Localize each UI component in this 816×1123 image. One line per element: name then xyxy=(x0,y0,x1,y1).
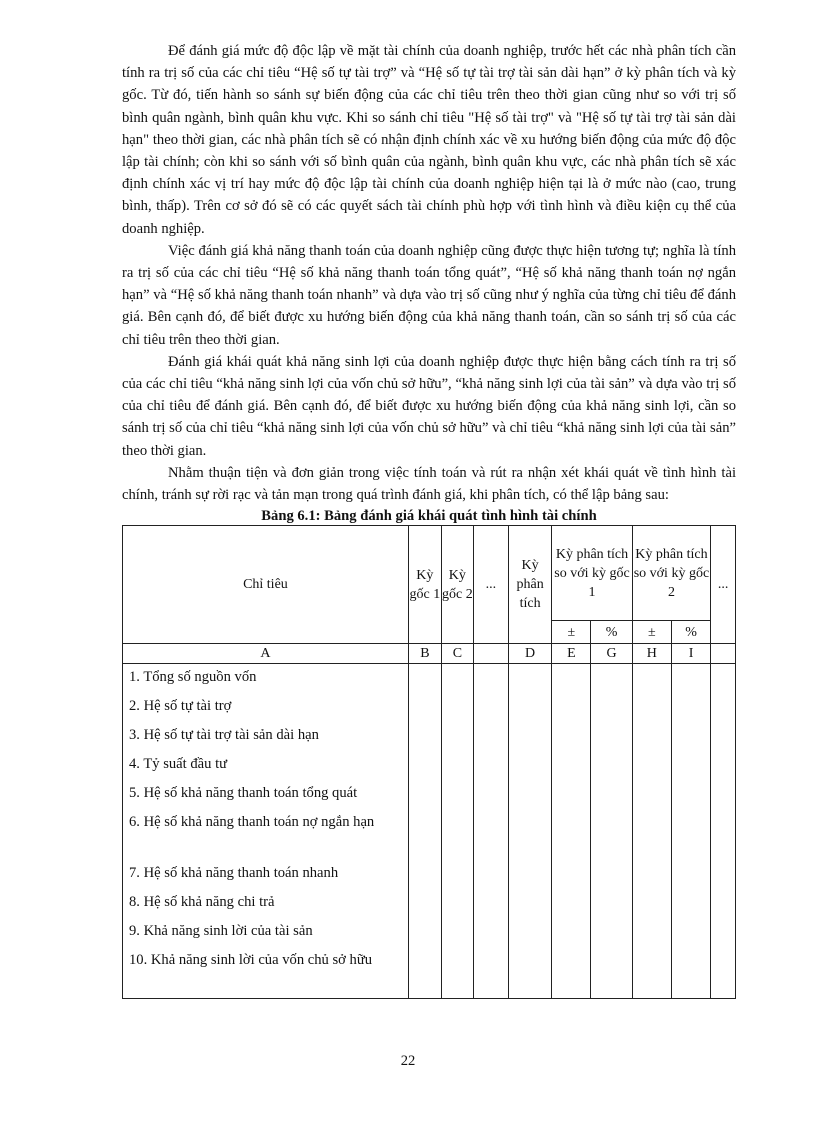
column-letter: G xyxy=(591,644,632,664)
header-ellipsis: ... xyxy=(473,526,508,644)
table-row: 10. Khả năng sinh lời của vốn chủ sở hữu xyxy=(129,952,373,969)
value-cell xyxy=(591,664,632,999)
header-pct-1: % xyxy=(591,621,632,644)
header-base-period-1: Kỳ gốc 1 xyxy=(408,526,441,644)
table-row: 3. Hệ số tự tài trợ tài sản dài hạn xyxy=(129,727,319,744)
paragraph-profitability: Đánh giá khái quát khả năng sinh lợi của doanh nghiệp được thực hiện bằng cách tính ra trị số của các chỉ tiêu “khả năng sinh lợi của vốn chủ sở hữu”, “khả năng sinh lợi của tài sản” và dựa vào trị số của chỉ tiêu để đánh giá. Bên cạnh đó, để biết được xu hướng biến động của khả năng sinh lợi, cần so sánh trị số của chỉ tiêu “khả năng sinh lợi của vốn chủ sở hữu” và chỉ tiêu “khả năng sinh lợi của tài sản” theo thời gian. xyxy=(122,353,736,459)
column-letter: E xyxy=(552,644,591,664)
financial-overview-table xyxy=(122,525,736,999)
table-row: 7. Hệ số khả năng thanh toán nhanh xyxy=(129,865,339,882)
column-letter: C xyxy=(441,644,473,664)
page-number: 22 xyxy=(400,1053,416,1069)
value-cell xyxy=(441,664,473,999)
header-pct-2: % xyxy=(671,621,710,644)
table-row: 6. Hệ số khả năng thanh toán nợ ngắn hạn xyxy=(129,814,375,831)
column-letter-row xyxy=(123,644,736,664)
header-base-period-2: Kỳ gốc 2 xyxy=(441,526,473,644)
value-cell xyxy=(408,664,441,999)
table-row: 4. Tỷ suất đầu tư xyxy=(129,756,228,773)
column-letter: H xyxy=(632,644,671,664)
value-cell xyxy=(711,664,736,999)
header-vs-base-2: Kỳ phân tích so với kỳ gốc 2 xyxy=(632,526,710,621)
table-body xyxy=(123,664,736,999)
header-pm-1: ± xyxy=(552,621,591,644)
table-row: 5. Hệ số khả năng thanh toán tổng quát xyxy=(129,785,358,802)
value-cell xyxy=(552,664,591,999)
value-cell xyxy=(508,664,551,999)
table-row: 1. Tổng số nguồn vốn xyxy=(129,669,257,686)
paragraph-financial-independence: Để đánh giá mức độ độc lập về mặt tài chính của doanh nghiệp, trước hết các nhà phân tích cần tính ra trị số của các chỉ tiêu “Hệ số tự tài trợ” và “Hệ số tự tài trợ tài sản dài hạn” ở kỳ phân tích và kỳ gốc. Từ đó, tiến hành so sánh sự biến động của các chỉ tiêu trên theo thời gian cũng như so với trị số bình quân ngành, bình quân khu vực. Khi so sánh chỉ tiêu "Hệ số tài trợ" và "Hệ số tự tài trợ tài sản dài hạn" theo thời gian, các nhà phân tích sẽ có nhận định chính xác về xu hướng biến động của mức độ độc lập tài chính; còn khi so sánh với số bình quân của ngành, bình quân khu vực, các nhà phân tích sẽ xác định chính xác vị trí hay mức độ độc lập tài chính của doanh nghiệp hiện tại là ở mức nào (cao, trung bình, thấp). Trên cơ sở đó sẽ có các quyết sách tài chính phù hợp với tình hình và điều kiện cụ thể của doanh nghiệp. xyxy=(122,43,736,237)
table-row: 9. Khả năng sinh lời của tài sản xyxy=(129,923,313,940)
column-letter: I xyxy=(671,644,710,664)
table-row: 8. Hệ số khả năng chi trả xyxy=(129,894,275,911)
page-content xyxy=(122,40,736,999)
column-letter: A xyxy=(123,644,409,664)
value-cell xyxy=(671,664,710,999)
column-letter: B xyxy=(408,644,441,664)
value-cell xyxy=(632,664,671,999)
column-letter xyxy=(473,644,508,664)
value-cell xyxy=(473,664,508,999)
table-row: 2. Hệ số tự tài trợ xyxy=(129,698,232,715)
header-indicator: Chỉ tiêu xyxy=(123,526,409,644)
header-vs-base-1: Kỳ phân tích so với kỳ gốc 1 xyxy=(552,526,632,621)
indicator-list xyxy=(123,664,409,999)
header-analysis-period: Kỳ phân tích xyxy=(508,526,551,644)
paragraph-table-intro: Nhằm thuận tiện và đơn giản trong việc tính toán và rút ra nhận xét khái quát về tình hình tài chính, tránh sự rời rạc và tản mạn trong quá trình đánh giá, khi phân tích, có thể lập bảng sau: xyxy=(122,464,736,504)
column-letter xyxy=(711,644,736,664)
header-pm-2: ± xyxy=(632,621,671,644)
table-caption: Bảng 6.1: Bảng đánh giá khái quát tình hình tài chính xyxy=(261,508,597,525)
paragraph-solvency: Việc đánh giá khả năng thanh toán của doanh nghiệp cũng được thực hiện tương tự; nghĩa là tính ra trị số của các chỉ tiêu “Hệ số khả năng thanh toán tổng quát”, “Hệ số khả năng thanh toán nợ ngắn hạn” và “Hệ số khả năng thanh toán nhanh” và dựa vào trị số cũng như ý nghĩa của từng chỉ tiêu để đánh giá. Bên cạnh đó, để biết được xu hướng biến động của khả năng thanh toán, cần so sánh trị số của các chỉ tiêu trên theo thời gian. xyxy=(122,242,736,348)
column-letter: D xyxy=(508,644,551,664)
header-ellipsis-end: ... xyxy=(711,526,736,644)
